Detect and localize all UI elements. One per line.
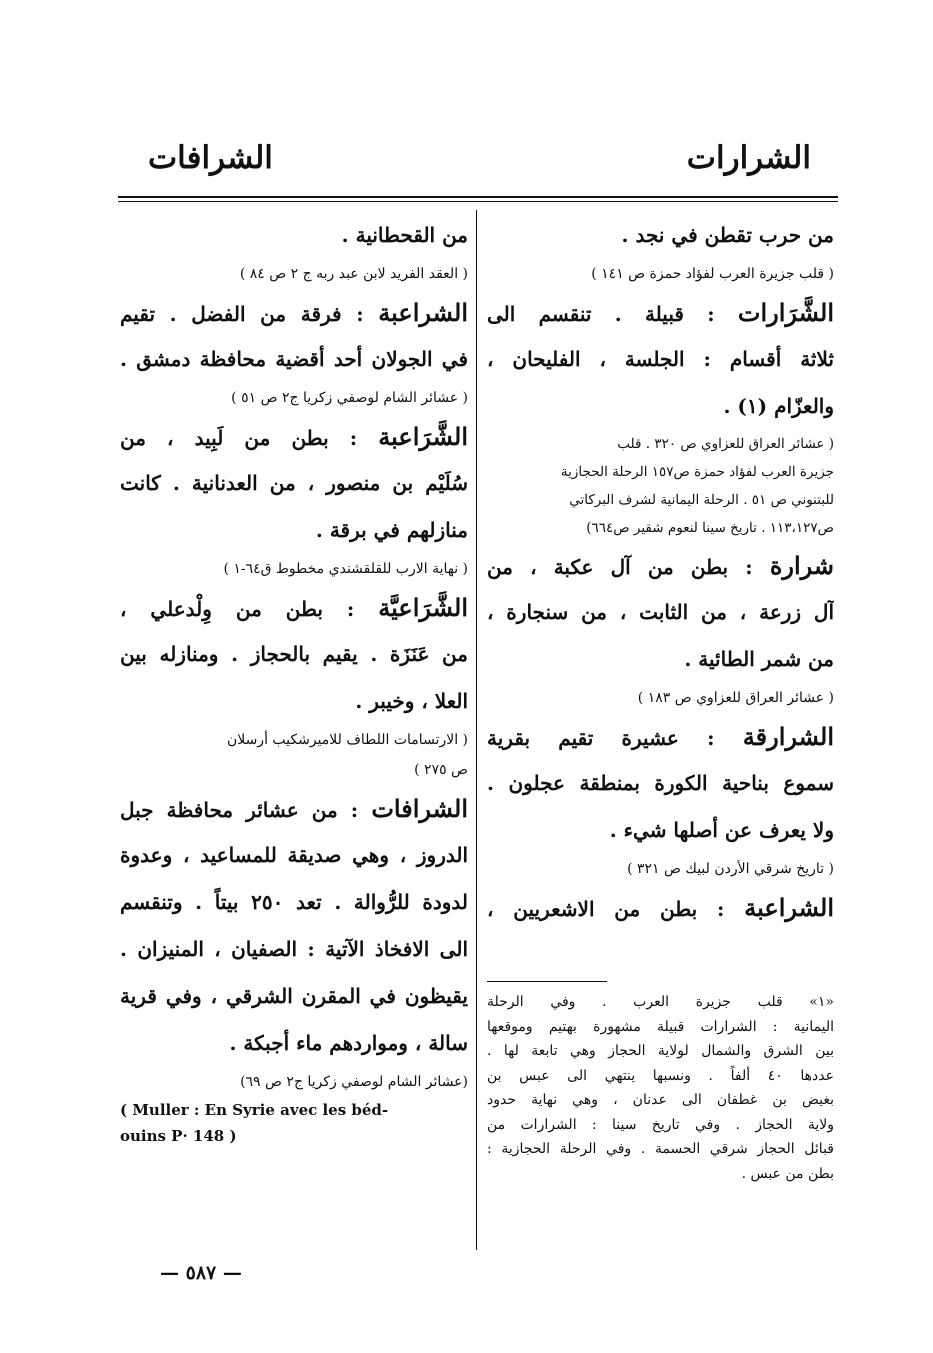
left-column-line: الشَّرَاعبة : بطن من لَبِيد ، من bbox=[120, 422, 468, 451]
right-column-line: والعزّام (١) . bbox=[723, 394, 834, 418]
footnote-line: بين الشرق والشمال لولاية الحجاز وهي تابعة لها . bbox=[487, 1043, 834, 1059]
left-column-line: ouins P· 148 ) bbox=[120, 1127, 237, 1145]
right-column-line: من شمر الطائية . bbox=[684, 647, 834, 671]
right-column-line: سموع بناحية الكورة بمنطقة عجلون . bbox=[487, 771, 834, 795]
entry-headword: الشرافات bbox=[371, 794, 468, 823]
right-column-line: ( قلب جزيرة العرب لفؤاد حمزة ص ١٤١ ) bbox=[591, 266, 834, 282]
left-column-line: ( العقد الفريد لابن عبد ربه ج ٢ ص ٨٤ ) bbox=[239, 266, 468, 282]
right-column-line: ( تاريخ شرقي الأردن لبيك ص ٣٢١ ) bbox=[627, 861, 834, 877]
footnote-line: قبائل الحجاز شرقي الحسمة . وفي الرحلة الحجازية : bbox=[487, 1141, 834, 1157]
left-column-line: يقيظون في المقرن الشرقي ، وفي قرية bbox=[120, 984, 468, 1008]
right-column-line: ( عشائر العراق للعزاوي ص ١٨٣ ) bbox=[637, 690, 834, 706]
right-column-line: من حرب تقطن في نجد . bbox=[621, 223, 834, 247]
left-column-line: منازلهم في برقة . bbox=[315, 518, 468, 542]
left-column-line: في الجولان أحد أقضية محافظة دمشق . bbox=[120, 347, 468, 371]
left-column-line: العلا ، وخيبر . bbox=[355, 689, 468, 713]
footnote-line: بغيض بن غطفان الى عدنان ، وهي نهاية حدود bbox=[487, 1092, 834, 1108]
left-column-line: الشرافات : من عشائر محافظة جبل bbox=[120, 794, 468, 823]
entry-headword: الشراعبة bbox=[744, 893, 834, 922]
left-column-line: ( عشائر الشام لوصفي زكريا ج٢ ص ٥١ ) bbox=[231, 390, 468, 406]
left-column-line: الشَّرَاعيَّة : بطن من وِلْدعلي ، bbox=[120, 593, 468, 622]
header-rule-thin bbox=[118, 201, 838, 202]
left-column-line: سالة ، ومواردهم ماء أجبكة . bbox=[229, 1031, 468, 1055]
left-column-line: الى الافخاذ الآتية : الصفيان ، المنيزان . bbox=[120, 937, 468, 961]
entry-headword: الشراعبة bbox=[378, 298, 468, 327]
entry-headword: الشَّرَاعبة bbox=[378, 422, 468, 451]
left-column-line: الشراعبة : فرقة من الفضل . تقيم bbox=[120, 298, 468, 327]
footnote-line: «١» قلب جزيرة العرب . وفي الرحلة bbox=[487, 994, 834, 1010]
column-divider bbox=[476, 210, 477, 1250]
right-column-line: ولا يعرف عن أصلها شيء . bbox=[609, 818, 834, 842]
header-rule bbox=[118, 196, 838, 198]
left-column bbox=[120, 212, 468, 1149]
left-column-line: ( الارتسامات اللطاف للاميرشكيب أرسلان bbox=[226, 732, 468, 748]
footnote-line: ولاية الحجاز . وفي تاريخ سينا : الشرارات من bbox=[487, 1116, 834, 1133]
left-column-line: ( Muller : En Syrie avec les béd- bbox=[120, 1101, 389, 1119]
right-column bbox=[487, 212, 834, 931]
right-column-line: ص١١٣،١٢٧ . تاريخ سينا لنعوم شقير ص٦٦٤) bbox=[586, 520, 834, 536]
footnotes bbox=[487, 990, 834, 1186]
right-column-line: ( عشائر العراق للعزاوي ص ٣٢٠ . قلب bbox=[617, 436, 834, 452]
entry-headword: الشرارقة bbox=[742, 722, 834, 751]
right-column-line: الشَّرَارات : قبيلة . تنقسم الى bbox=[487, 298, 834, 327]
right-column-line: ثلاثة أقسام : الجلسة ، الفليحان ، bbox=[487, 347, 834, 371]
right-column-line: آل زرعة ، من الثابت ، من سنجارة ، bbox=[487, 600, 834, 624]
left-column-line: من القحطانية . bbox=[341, 223, 468, 247]
running-header-right: الشرارات bbox=[686, 140, 811, 176]
right-column-line: الشراعبة : بطن من الاشعريين ، bbox=[487, 893, 834, 922]
entry-headword: الشَّرَارات bbox=[737, 298, 834, 327]
footnote-line: عددها ٤٠ ألفاً . ونسبها ينتهي الى عبس بن bbox=[487, 1067, 834, 1084]
right-column-line: شرارة : بطن من آل عكبة ، من bbox=[487, 551, 834, 580]
left-column-line: لدودة للرُّوالة . تعد ٢٥٠ بيتاً . وتنقسم bbox=[120, 890, 468, 914]
footnote-line: بطن من عبس . bbox=[741, 1165, 834, 1182]
left-column-line: ص ٢٧٥ ) bbox=[414, 762, 468, 778]
left-column-line: (عشائر الشام لوصفي زكريا ج٢ ص ٦٩) bbox=[240, 1074, 468, 1090]
footnote-line: اليمانية : الشرارات قبيلة مشهورة بهتيم وموقعها bbox=[487, 1018, 834, 1035]
left-column-line: سُلَيْم بن منصور ، من العدنانية . كانت bbox=[120, 471, 468, 495]
left-column-line: ( نهاية الارب للقلقشندي مخطوط ق٦٤-١ ) bbox=[223, 561, 468, 577]
footnote-rule bbox=[487, 981, 607, 982]
left-column-line: من عَنَزَة . يقيم بالحجاز . ومنازله بين bbox=[120, 642, 468, 666]
entry-headword: الشَّرَاعيَّة bbox=[378, 593, 468, 622]
right-column-line: للبتنوني ص ٥١ . الرحلة اليمانية لشرف البركاتي bbox=[569, 492, 834, 508]
right-column-line: جزيرة العرب لفؤاد حمزة ص١٥٧ الرحلة الحجازية bbox=[560, 464, 834, 480]
entry-headword: شرارة bbox=[769, 551, 834, 580]
running-header-left: الشرافات bbox=[148, 140, 273, 176]
page-number: — ٥٨٧ — bbox=[160, 1262, 242, 1284]
left-column-line: الدروز ، وهي صديقة للمساعيد ، وعدوة bbox=[120, 843, 468, 867]
right-column-line: الشرارقة : عشيرة تقيم بقرية bbox=[487, 722, 834, 751]
